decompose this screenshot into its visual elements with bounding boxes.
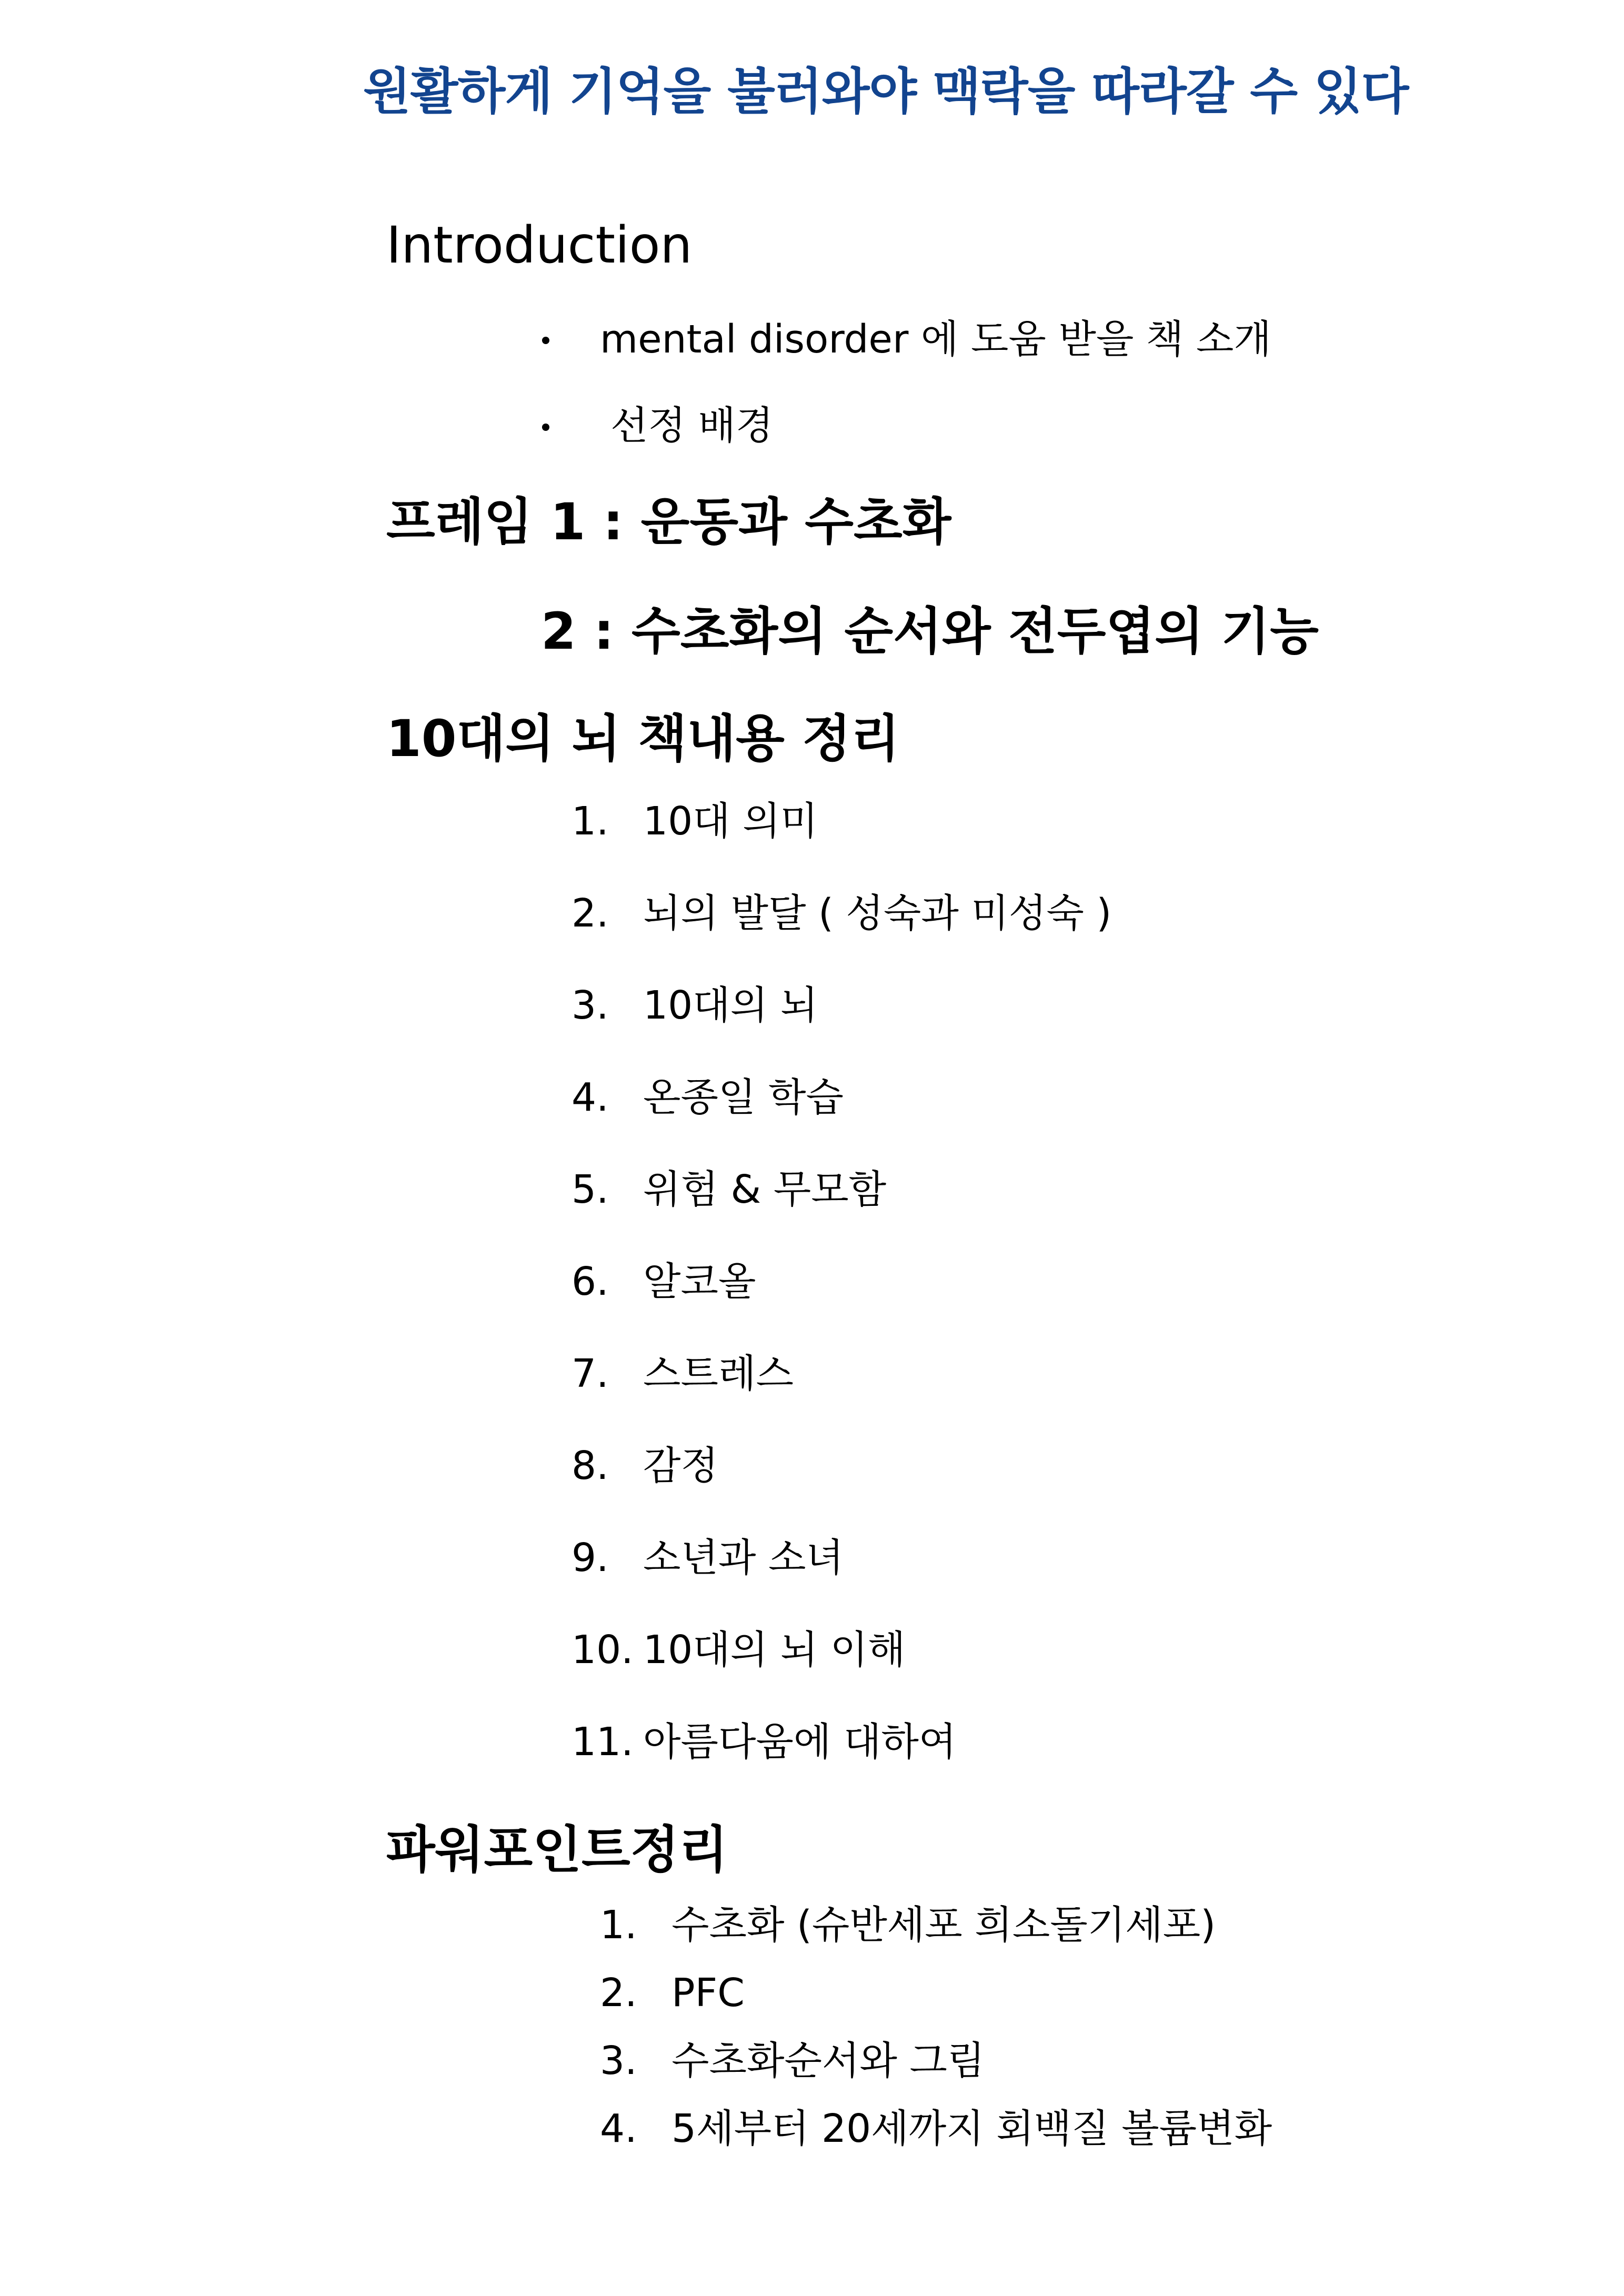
intro-bullet-1: mental disorder 에 도움 받을 책 소개 (600, 317, 1271, 362)
list-item-text: 감정 (643, 1443, 718, 1488)
list-item-text: 10대의 뇌 이해 (643, 1627, 906, 1673)
list-item-text: 5세부터 20세까지 회백질 볼륨변화 (671, 2106, 1272, 2151)
bullet-dot-icon (542, 337, 549, 344)
list-item-number: 5. (572, 1167, 609, 1212)
bullet-dot-icon (542, 424, 549, 431)
frame-line-2: 2 : 수초화의 순서와 전두엽의 기능 (541, 602, 1319, 661)
list-item-number: 11. (572, 1719, 634, 1765)
introduction-heading: Introduction (386, 216, 693, 275)
list-item-text: 아름다움에 대하여 (643, 1719, 957, 1765)
list-item-text: 수초화순서와 그림 (671, 2038, 985, 2083)
list-item-text: PFC (671, 1970, 745, 2016)
list-item-number: 4. (600, 2106, 637, 2151)
frame-line-1: 프레임 1 : 운동과 수초화 (386, 492, 951, 551)
list-item-text: 10대의 뇌 (643, 983, 818, 1028)
list-item-number: 2. (572, 891, 609, 936)
powerpoint-heading: 파워포인트정리 (386, 1820, 728, 1879)
list-item-text: 소년과 소녀 (643, 1535, 844, 1580)
intro-bullet-2: 선정 배경 (610, 403, 774, 448)
list-item-number: 8. (572, 1443, 609, 1488)
list-item-text: 10대 의미 (643, 799, 818, 844)
book-summary-heading: 10대의 뇌 책내용 정리 (386, 709, 900, 768)
list-item-number: 3. (600, 2038, 637, 2083)
list-item-text: 알코올 (643, 1259, 756, 1304)
list-item-text: 수초화 (슈반세포 희소돌기세포) (671, 1902, 1216, 1948)
list-item-text: 위험 & 무모함 (643, 1167, 887, 1212)
list-item-text: 뇌의 발달 ( 성숙과 미성숙 ) (643, 891, 1112, 936)
page-title: 원활하게 기억을 불러와야 맥락을 따라갈 수 있다 (363, 63, 1409, 120)
list-item-number: 1. (600, 1902, 637, 1948)
list-item-number: 4. (572, 1075, 609, 1120)
list-item-number: 2. (600, 1970, 637, 2016)
list-item-number: 10. (572, 1627, 634, 1673)
list-item-number: 9. (572, 1535, 609, 1580)
list-item-number: 7. (572, 1351, 609, 1396)
list-item-number: 6. (572, 1259, 609, 1304)
list-item-number: 3. (572, 983, 609, 1028)
list-item-number: 1. (572, 799, 609, 844)
list-item-text: 온종일 학습 (643, 1075, 844, 1120)
list-item-text: 스트레스 (643, 1351, 794, 1396)
